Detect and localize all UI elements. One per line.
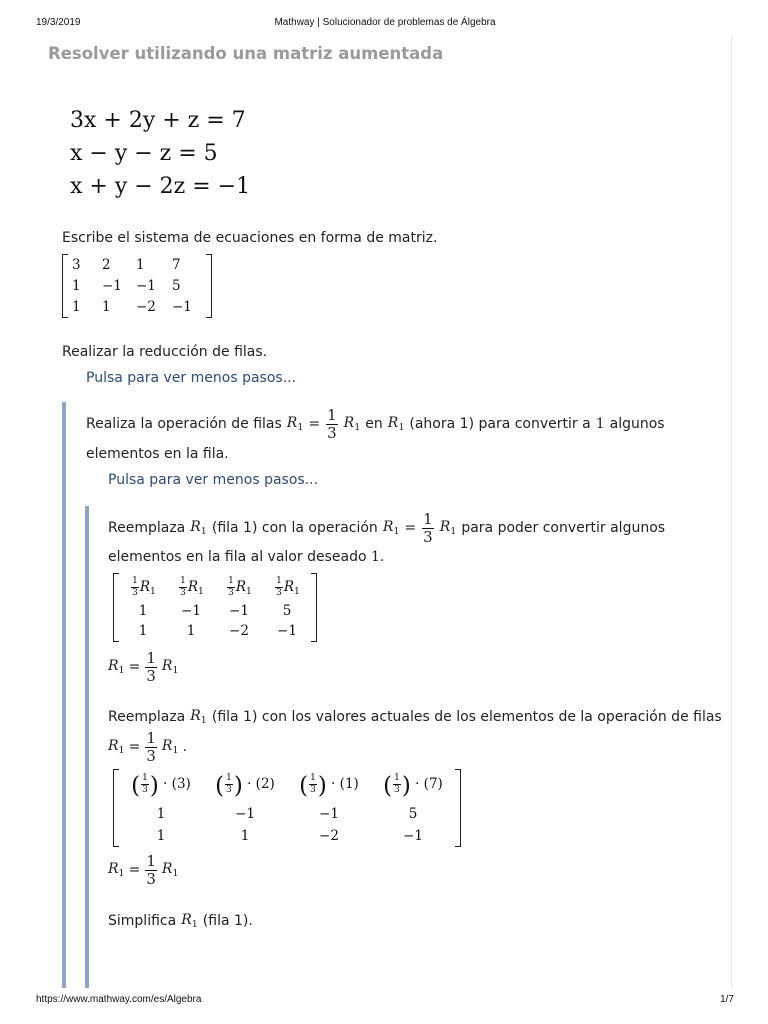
- replace-operation-line2: elementos en la fila al valor deseado 1.: [108, 549, 385, 565]
- matrix-cell: 7: [172, 256, 181, 273]
- value-one: 1.: [370, 549, 385, 565]
- equals-sign: =: [308, 416, 321, 432]
- matrix-cell: 1: [240, 828, 250, 844]
- equation-1: 3x + 2y + z = 7: [70, 108, 246, 133]
- equation-2: x − y − z = 5: [70, 141, 218, 166]
- op-text: (ahora 1) para convertir a: [409, 416, 591, 432]
- r1-equation: $R_1$ = $\frac{1}{3}$ $R_1$: [108, 648, 179, 685]
- step-row-reduce: Realizar la reducción de filas.: [62, 344, 268, 360]
- matrix-cell-op: $\frac{1}{3}$ $R_1$: [276, 575, 300, 598]
- value-one: 1: [595, 416, 605, 432]
- matrix-cell: −1: [403, 828, 423, 844]
- step-write-matrix: Escribe el sistema de ecuaciones en forma de matriz.: [62, 230, 438, 246]
- print-url: https://www.mathway.com/es/Algebra: [36, 994, 202, 1005]
- r1-symbol: $R_1$: [190, 708, 207, 726]
- matrix-cell-op: $\frac{1}{3}$ $R_1$: [180, 575, 204, 598]
- problem-title: Resolver utilizando una matriz aumentada: [48, 44, 444, 63]
- matrix-cell: −1: [181, 603, 201, 619]
- matrix-right-bracket: [311, 573, 317, 642]
- replace-text: Reemplaza: [108, 520, 186, 536]
- simplify-step: Simplifica $R_1$ (fila 1).: [108, 912, 253, 930]
- matrix-cell: 1: [156, 806, 166, 822]
- replace-text: para poder convertir algunos: [461, 520, 666, 536]
- r1-symbol: $R_1$: [343, 415, 361, 433]
- matrix-cell: 1: [136, 256, 145, 273]
- row-operation-line2: elementos en la fila.: [86, 446, 229, 462]
- operation-matrix-grid: [119, 573, 311, 642]
- r1-symbol: $R_1$: [286, 415, 304, 433]
- matrix-cell: 5: [282, 603, 292, 619]
- equation-3: x + y − 2z = −1: [70, 174, 251, 199]
- op-text: en: [365, 416, 383, 432]
- matrix-cell: 5: [172, 277, 181, 294]
- replace-text: (fila 1) con la operación: [211, 520, 378, 536]
- page-edge-line: [731, 36, 732, 988]
- fraction-one-third: $\frac{1}{3}$: [327, 405, 337, 442]
- r1-symbol: $R_1$: [190, 519, 207, 537]
- matrix-cell: 2: [102, 256, 111, 273]
- matrix-cell: 1: [72, 298, 81, 315]
- equation-system: [70, 104, 250, 203]
- print-page-title: Mathway | Solucionador de problemas de Álgebra: [274, 17, 496, 28]
- fraction-one-third: $\frac{1}{3}$: [423, 509, 433, 546]
- matrix-cell: −1: [277, 623, 297, 639]
- matrix-right-bracket: [455, 769, 461, 847]
- print-page-number: 1/7: [720, 994, 734, 1005]
- matrix-cell: 1: [72, 277, 81, 294]
- values-matrix-grid: [119, 769, 455, 847]
- matrix-cell-product: ( $\frac{1}{3}$ ) · (1): [299, 772, 359, 799]
- toggle-less-steps-link-inner[interactable]: Pulsa para ver menos pasos...: [108, 472, 319, 488]
- matrix-cell: −1: [136, 277, 156, 294]
- matrix-cell-product: ( $\frac{1}{3}$ ) · (3): [131, 772, 191, 799]
- r1-symbol: $R_1$: [181, 912, 198, 930]
- matrix-cell: 1: [186, 623, 196, 639]
- matrix-cell-op: $\frac{1}{3}$ $R_1$: [132, 575, 156, 598]
- matrix-cell: −1: [235, 806, 255, 822]
- r1-symbol: $R_1$: [439, 519, 457, 537]
- toggle-less-steps-link[interactable]: Pulsa para ver menos pasos...: [86, 370, 297, 386]
- op-text: Realiza la operación de filas: [86, 416, 282, 432]
- op-text: algunos: [609, 416, 665, 432]
- matrix-cell: 1: [138, 623, 148, 639]
- matrix-cell: 3: [72, 256, 81, 273]
- matrix-cell: −2: [229, 623, 249, 639]
- matrix-cell-product: ( $\frac{1}{3}$ ) · (7): [383, 772, 443, 799]
- matrix-cell-op: $\frac{1}{3}$ $R_1$: [228, 575, 252, 598]
- initial-matrix-grid: [68, 254, 206, 318]
- matrix-cell: 5: [408, 806, 418, 822]
- matrix-right-bracket: [206, 254, 212, 318]
- matrix-cell-product: ( $\frac{1}{3}$ ) · (2): [215, 772, 275, 799]
- matrix-cell: 1: [156, 828, 166, 844]
- matrix-cell: −1: [102, 277, 122, 294]
- print-date: 19/3/2019: [36, 17, 81, 28]
- replace-operation-line: [108, 508, 665, 548]
- initial-matrix: [62, 254, 212, 318]
- matrix-cell: −1: [319, 806, 339, 822]
- matrix-cell: 1: [138, 603, 148, 619]
- r1-symbol: $R_1$: [382, 519, 400, 537]
- replace-values-line: Reemplaza $R_1$ (fila 1) con los valores actuales de los elementos de la operación de filas: [108, 708, 722, 726]
- operation-matrix: [113, 573, 317, 642]
- r1-equation-2: $R_1$ = $\frac{1}{3}$ $R_1$: [108, 851, 179, 888]
- matrix-cell: −1: [229, 603, 249, 619]
- row-operation-line: [86, 404, 665, 444]
- r1-symbol: $R_1$: [387, 415, 405, 433]
- values-matrix: [113, 769, 461, 847]
- replace-values-line2: $R_1$ = $\frac{1}{3}$ $R_1$ .: [108, 728, 187, 765]
- matrix-cell: −2: [319, 828, 339, 844]
- matrix-cell: −1: [172, 298, 192, 315]
- step-indent-bar-outer: [62, 402, 66, 988]
- equals-sign: =: [404, 520, 417, 536]
- matrix-cell: −2: [136, 298, 156, 315]
- step-indent-bar-inner: [85, 506, 89, 988]
- matrix-cell: 1: [102, 298, 111, 315]
